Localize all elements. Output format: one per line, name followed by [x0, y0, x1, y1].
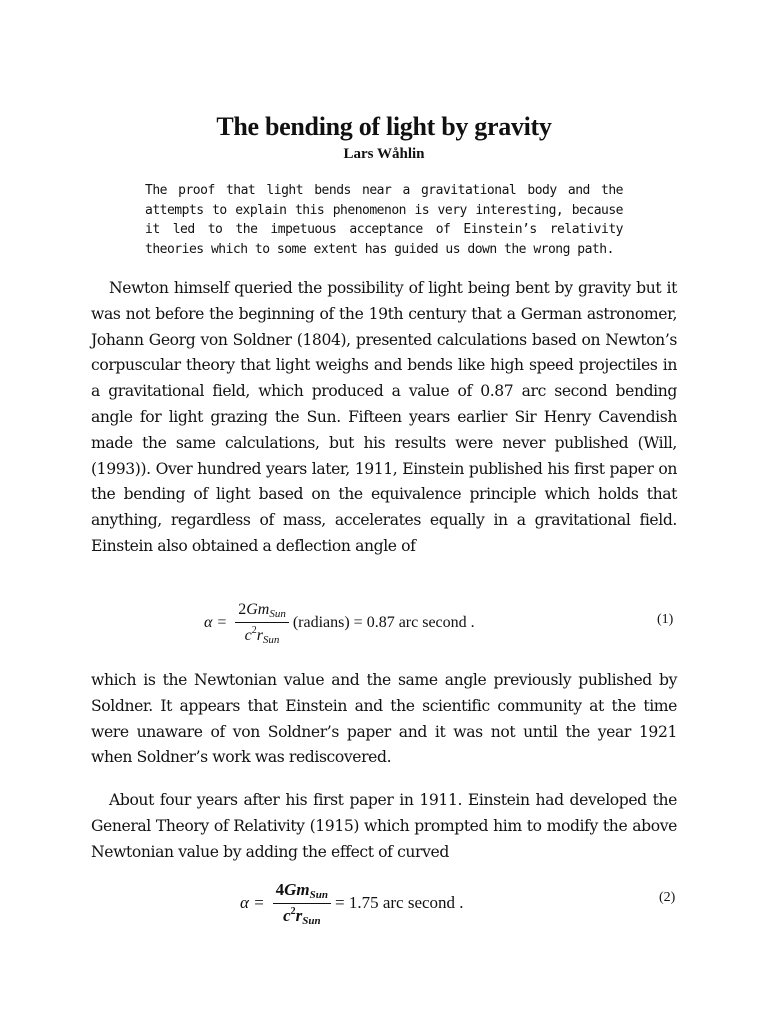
- equation-2: [0, 874, 768, 934]
- equation-2-number: (2): [659, 890, 676, 905]
- equation-2-denominator-c: c: [283, 905, 291, 925]
- author-name: Lars Wåhlin: [343, 146, 425, 162]
- equation-1-fraction: [235, 601, 289, 646]
- equation-1-denominator-sup: 2: [251, 624, 257, 636]
- equation-2-coefficient: 4: [275, 879, 285, 899]
- equation-1-denominator-sub: Sun: [262, 633, 280, 646]
- equation-1-coefficient: 2: [238, 600, 247, 618]
- paragraph-1-text: Newton himself queried the possibility of light being bent by gravity but it was not before the beginning of the 19th century that a German astronomer, Johann Georg von Soldner (1804), presented calculations based on Newton’s corpuscular theory that light weighs and bends like high speed projectiles in a gravitational field, which produced a value of 0.87 arc second bending angle for light grazing the Sun. Fifteen years earlier Sir Henry Cavendish made the same calculations, but his results were never published (Will, (1993)). Over hundred years later, 1911, Einstein published his first paper on the bending of light based on the equivalence principle which holds that anything, regardless of mass, accelerates equally in a gravitational field. Einstein also obtained a deflection angle of: [91, 279, 677, 555]
- equation-2-fraction: [273, 880, 331, 927]
- equation-1-number: (1): [657, 612, 674, 627]
- abstract: The proof that light bends near a gravitational body and the attempts to explain this phenomenon is very interesting, because it led to the impetuous acceptance of Einstein’s relativity theories which to some extent has guided us down the wrong path.: [145, 183, 623, 257]
- equation-2-rhs: = 1.75 arc second .: [335, 893, 464, 912]
- equation-1-numerator-sub: Sun: [269, 607, 286, 620]
- paragraph-2: [91, 668, 677, 771]
- equation-2-numerator-var: Gm: [284, 879, 310, 899]
- paper-title: The bending of light by gravity: [216, 112, 552, 141]
- equation-1-rhs: (radians) = 0.87 arc second .: [292, 614, 475, 631]
- equation-2-denominator-sub: Sun: [302, 914, 321, 927]
- equation-1-numerator-var: Gm: [246, 600, 270, 618]
- equation-2-denominator-sup: 2: [290, 905, 296, 917]
- paragraph-2-text: which is the Newtonian value and the same angle previously published by Soldner. It appears that Einstein and the scientific community at the time were unaware of von Soldner’s paper and it was not until the year 1921 when Soldner’s work was rediscovered.: [91, 671, 677, 767]
- equation-1-denominator-r: r: [256, 626, 263, 644]
- equation-2-numerator-sub: Sun: [309, 888, 329, 901]
- paragraph-3-text: About four years after his first paper in 1911. Einstein had developed the General Theory of Relativity (1915) which prompted him to modify the above Newtonian value by adding the effect of curved: [91, 791, 677, 861]
- paragraph-1: [91, 276, 677, 560]
- equation-1-lhs: α =: [204, 614, 228, 631]
- equation-2-lhs: α =: [240, 893, 265, 912]
- paragraph-3: [91, 788, 677, 865]
- equation-2-denominator-r: r: [295, 905, 303, 925]
- equation-1: [0, 594, 768, 654]
- equation-1-denominator-c: c: [244, 626, 252, 644]
